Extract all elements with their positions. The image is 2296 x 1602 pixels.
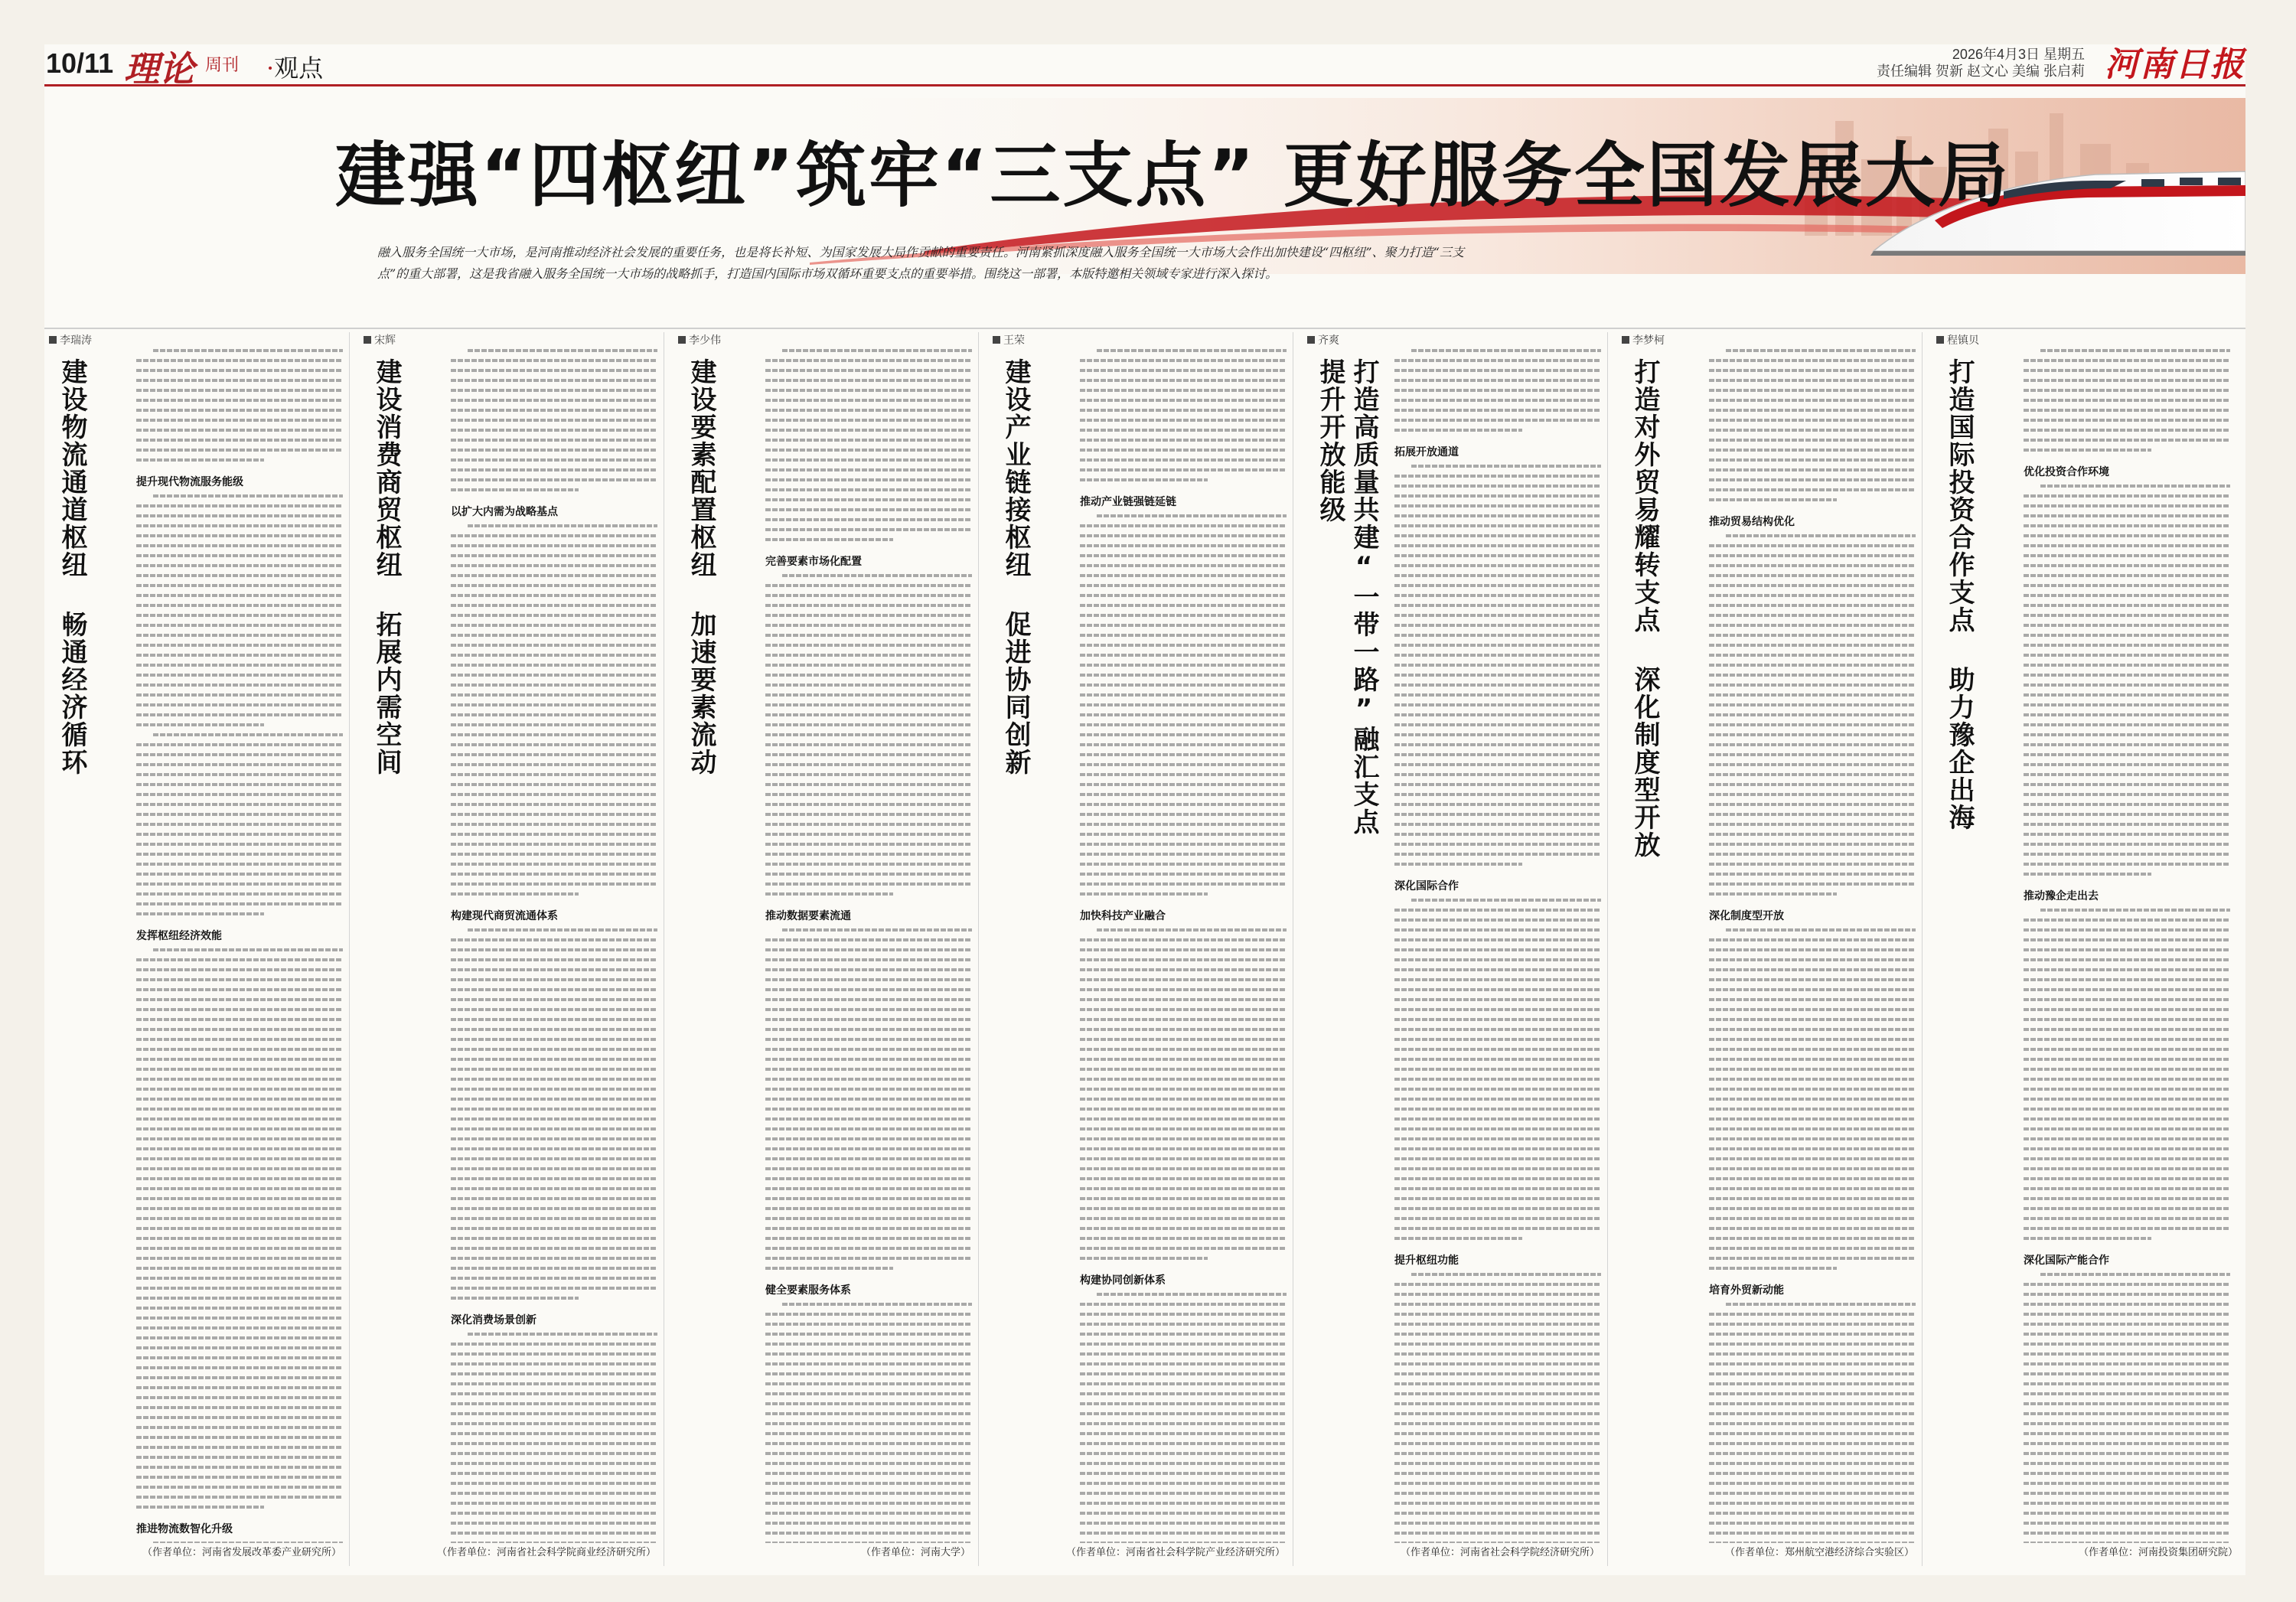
masthead — [44, 44, 2245, 90]
article-affiliation: （作者单位：河南省社会科学院产业经济研究所） — [1065, 1547, 1285, 1558]
article-title: 打造高质量共建“一带一路”融汇支点 提升开放能级 — [1315, 358, 1379, 836]
article-affiliation: （作者单位：河南省社会科学院经济研究所） — [1400, 1547, 1600, 1558]
page-headline: 建强“四枢纽”筑牢“三支点” 更好服务全国发展大局 — [335, 135, 2011, 217]
article-body — [1080, 349, 1287, 1543]
article-logistics — [44, 332, 350, 1566]
article-author: 王荣 — [993, 332, 1025, 347]
article-subhead: 发挥枢纽经济效能 — [136, 930, 222, 942]
article-title: 建设物流通道枢纽 畅通经济循环 — [57, 358, 87, 776]
article-industry — [988, 332, 1293, 1566]
article-subhead: 完善要素市场化配置 — [765, 556, 862, 568]
intro-paragraph: 融入服务全国统一大市场，是河南推动经济社会发展的重要任务，也是将长补短、为国家发展大局作贡献的重要责任。河南紧抓深度融入服务全国统一大市场大会作出加快建设“四枢纽”、聚力打造“三支点”的重大部署，这是我省融入服务全国统一大市场的战略抓手，打造国内国际市场双循环重要支点的重要举措。围绕这一部署，本版特邀相关领域专家进行深入探讨。 — [377, 245, 1464, 281]
article-columns — [44, 332, 2245, 1572]
article-subhead: 推动产业链强链延链 — [1080, 496, 1176, 508]
author-marker-icon — [1936, 336, 1944, 344]
issue-info — [1877, 46, 2085, 80]
article-subhead: 提升枢纽功能 — [1394, 1255, 1459, 1267]
article-subhead: 推动贸易结构优化 — [1709, 516, 1795, 528]
issue-date: 2026年4月3日 星期五 — [1952, 47, 2085, 62]
article-author: 李少伟 — [678, 332, 721, 347]
article-body — [1709, 349, 1916, 1543]
article-affiliation: （作者单位：郑州航空港经济综合实验区） — [1724, 1547, 1914, 1558]
article-affiliation: （作者单位：河南省发展改革委产业研究所） — [142, 1547, 341, 1558]
article-author: 宋辉 — [364, 332, 396, 347]
article-subhead: 健全要素服务体系 — [765, 1284, 851, 1297]
column-name: 观点 — [274, 54, 324, 83]
author-marker-icon — [1622, 336, 1629, 344]
editors-line: 责任编辑 贺新 赵文心 美编 张启莉 — [1876, 64, 2085, 79]
article-affiliation: （作者单位：河南省社会科学院商业经济研究所） — [436, 1547, 656, 1558]
article-subhead: 构建现代商贸流通体系 — [451, 910, 558, 922]
author-marker-icon — [993, 336, 1000, 344]
article-affiliation: （作者单位：河南投资集团研究院） — [2078, 1547, 2238, 1558]
article-subhead: 深化消费场景创新 — [451, 1314, 536, 1326]
article-author: 李梦柯 — [1622, 332, 1665, 347]
newspaper-page — [44, 44, 2245, 1575]
section-sub: 周刊 — [205, 56, 240, 75]
article-subhead: 深化国际合作 — [1394, 880, 1459, 892]
article-author: 齐爽 — [1307, 332, 1339, 347]
article-subhead: 深化制度型开放 — [1709, 910, 1784, 922]
article-subhead: 推动数据要素流通 — [765, 910, 851, 922]
author-marker-icon — [364, 336, 371, 344]
article-body — [2024, 349, 2230, 1543]
article-title: 建设要素配置枢纽 加速要素流动 — [686, 358, 716, 776]
article-trade — [1617, 332, 1923, 1566]
article-body — [1394, 349, 1601, 1543]
article-subhead: 拓展开放通道 — [1394, 446, 1459, 458]
article-subhead: 培育外贸新动能 — [1709, 1284, 1784, 1297]
section-name: 理论 — [124, 48, 194, 90]
article-subhead: 加快科技产业融合 — [1080, 910, 1166, 922]
article-subhead: 构建协同创新体系 — [1080, 1274, 1166, 1287]
newspaper-logo: 河南日报 — [2105, 45, 2245, 84]
article-subhead: 深化国际产能合作 — [2024, 1255, 2109, 1267]
article-author: 李瑞涛 — [49, 332, 92, 347]
article-body — [451, 349, 657, 1543]
article-affiliation: （作者单位：河南大学） — [860, 1547, 970, 1558]
article-subhead: 推动豫企走出去 — [2024, 890, 2099, 902]
article-body — [765, 349, 972, 1543]
masthead-right — [1877, 46, 2245, 84]
article-consumption — [359, 332, 664, 1566]
article-title: 建设产业链接枢纽 促进协同创新 — [1000, 358, 1031, 776]
article-belt-road — [1303, 332, 1608, 1566]
author-marker-icon — [1307, 336, 1315, 344]
page-number: 10/11 — [46, 47, 114, 79]
article-investment — [1932, 332, 2245, 1566]
article-body — [136, 349, 343, 1543]
article-subhead: 以扩大内需为战略基点 — [451, 506, 558, 518]
article-author: 程镇贝 — [1936, 332, 1979, 347]
article-title: 打造对外贸易耀转支点 深化制度型开放 — [1629, 358, 1660, 859]
article-factors — [673, 332, 979, 1566]
author-marker-icon — [49, 336, 57, 344]
article-subhead: 推进物流数智化升级 — [136, 1523, 233, 1535]
article-title: 打造国际投资合作支点 助力豫企出海 — [1944, 358, 1975, 831]
intro-divider — [44, 328, 2245, 329]
article-subhead: 提升现代物流服务能级 — [136, 476, 243, 488]
section-separator: · — [266, 54, 275, 83]
section-column — [266, 49, 323, 84]
article-title: 建设消费商贸枢纽 拓展内需空间 — [371, 358, 402, 776]
article-subhead: 优化投资合作环境 — [2024, 466, 2109, 478]
author-marker-icon — [678, 336, 686, 344]
